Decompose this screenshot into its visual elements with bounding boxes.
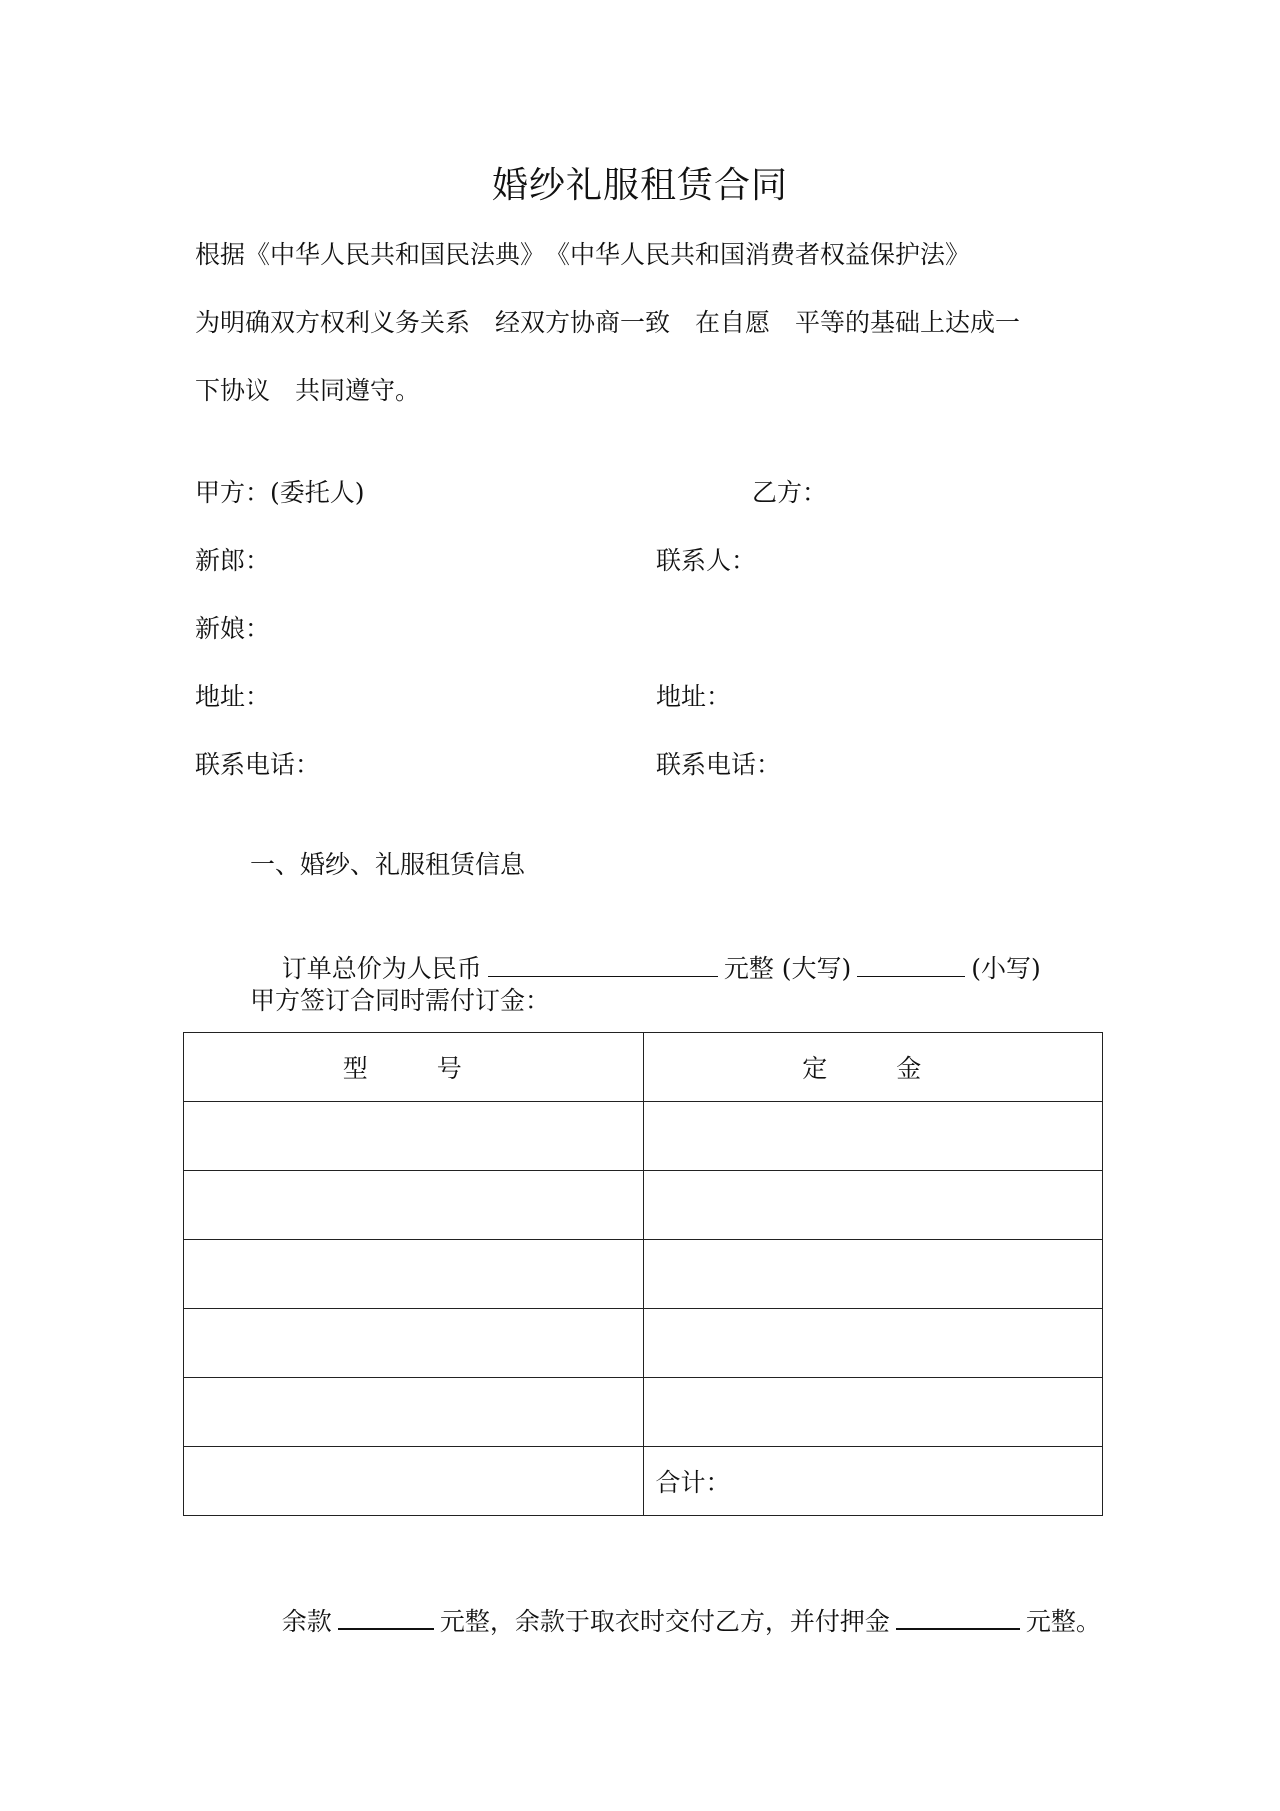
preamble-line-1: 根据《中华人民共和国民法典》 《中华人民共和国消费者权益保护法》 xyxy=(195,240,971,269)
table-row xyxy=(184,1240,1103,1309)
deposit-cell[interactable] xyxy=(643,1102,1103,1171)
balance-suffix: 元整。 xyxy=(1025,1607,1101,1636)
security-deposit-blank[interactable] xyxy=(896,1602,1020,1630)
table-row xyxy=(184,1102,1103,1171)
total-capital-blank[interactable] xyxy=(488,950,718,977)
table-row xyxy=(184,1171,1103,1240)
section-heading: 一、婚纱、礼服租赁信息 xyxy=(250,850,526,879)
total-small-blank[interactable] xyxy=(857,950,965,977)
balance-amount-blank[interactable] xyxy=(338,1602,434,1630)
balance-line xyxy=(250,1568,1101,1673)
order-total-small-label: (小写) xyxy=(971,954,1041,983)
table-header-row xyxy=(184,1033,1103,1102)
party-b-phone-label: 联系电话： xyxy=(656,750,782,779)
table-row xyxy=(184,1378,1103,1447)
deposit-cell[interactable] xyxy=(643,1240,1103,1309)
model-cell[interactable] xyxy=(184,1240,644,1309)
table-row xyxy=(184,1309,1103,1378)
party-a-phone-label: 联系电话： xyxy=(195,750,321,779)
preamble-line-3: 下协议 共同遵守。 xyxy=(195,376,421,405)
preamble-line-2: 为明确双方权利义务关系 经双方协商一致 在自愿 平等的基础上达成一 xyxy=(195,308,1021,337)
deposit-cell[interactable] xyxy=(643,1171,1103,1240)
groom-label: 新郎： xyxy=(195,546,271,575)
order-total-prefix: 订单总价为人民币 xyxy=(281,954,482,983)
party-b-contact-label: 联系人： xyxy=(656,546,757,575)
model-cell[interactable] xyxy=(184,1171,644,1240)
balance-prefix: 余款 xyxy=(281,1607,332,1636)
party-a-label: 甲方：(委托人) xyxy=(195,478,365,507)
deposit-intro: 甲方签订合同时需付订金： xyxy=(250,986,551,1015)
balance-middle: 元整，余款于取衣时交付乙方，并付押金 xyxy=(439,1607,890,1636)
document-title: 婚纱礼服租赁合同 xyxy=(491,165,788,206)
model-cell[interactable] xyxy=(184,1309,644,1378)
sum-cell: 合计： xyxy=(643,1447,1103,1516)
deposit-cell[interactable] xyxy=(643,1378,1103,1447)
table-sum-row xyxy=(184,1447,1103,1516)
model-cell[interactable] xyxy=(184,1102,644,1171)
order-total-capital-label: 元整 (大写) xyxy=(723,954,852,983)
deposit-table xyxy=(183,1032,1103,1516)
model-cell[interactable] xyxy=(184,1447,644,1516)
party-b-address-label: 地址： xyxy=(656,682,732,711)
party-b-label: 乙方： xyxy=(752,478,828,507)
party-a-address-label: 地址： xyxy=(195,682,271,711)
header-model: 型 号 xyxy=(184,1033,644,1102)
bride-label: 新娘： xyxy=(195,614,271,643)
model-cell[interactable] xyxy=(184,1378,644,1447)
header-deposit: 定 金 xyxy=(643,1033,1103,1102)
deposit-cell[interactable] xyxy=(643,1309,1103,1378)
